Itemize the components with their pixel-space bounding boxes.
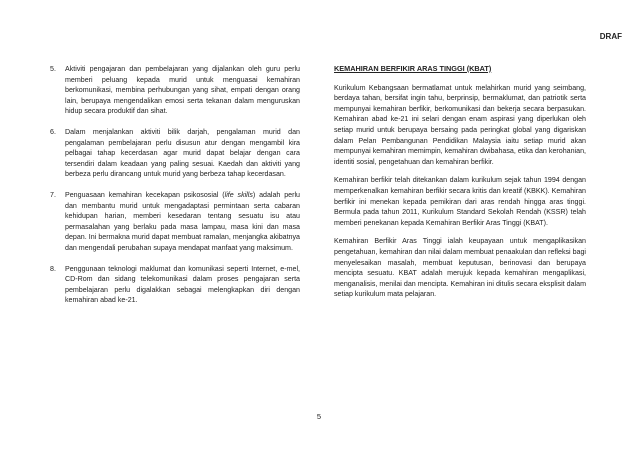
section-heading: KEMAHIRAN BERFIKIR ARAS TINGGI (KBAT): [334, 64, 492, 73]
list-item: [50, 264, 300, 306]
page-number: 5: [316, 412, 322, 421]
item-text: Dalam menjalankan aktiviti bilik darjah, pengalaman murid dan pengalaman pembelajaran perlu disusun atur dengan mengambil kira pelbagai tahap kecerdasan agar murid dapat belajar dengan cara tersendiri dalam keadaan yang paling sesuai. Kaedah dan aktiviti yang berbeza perlu dirancang untuk murid yang berbeza tahap kecerdasan.: [65, 127, 300, 179]
item-text: Penggunaan teknologi maklumat dan komunikasi seperti Internet, e-mel, CD-Rom dan sidang telekomunikasi dalam proses pengajaran serta pembelajaran perlu digalakkan sebagai melengkapkan diri dengan kemahiran abad ke-21.: [65, 264, 300, 305]
item-number: 5.: [50, 65, 56, 73]
paragraph: Kurikulum Kebangsaan bermatlamat untuk melahirkan murid yang seimbang, berdaya tahan, bersifat ingin tahu, berprinsip, bermaklumat, dan patriotik serta mempunyai kemahiran berfikir, berkomunikasi dan bekerja secara berpasukan. Kemahiran abad ke-21 ini selari dengan enam aspirasi yang diperlukan oleh setiap murid untuk berupaya bersaing pada peringkat global yang digariskan dalam Pelan Pembangunan Pendidikan Malaysia iaitu setiap murid akan mempunyai kemahiran memimpin, kemahiran dwibahasa, etika dan kerohanian, identiti sosial, pengetahuan dan kemahiran berfikir.: [334, 83, 586, 166]
right-column: [334, 64, 586, 308]
item-text: Aktiviti pengajaran dan pembelajaran yang dijalankan oleh guru perlu memberi peluang kepada murid untuk menguasai kemahiran berkomunikasi, membina perhubungan yang sihat, empati dengan orang lain, berupaya mengendalikan emosi serta tekanan dalam menguruskan hidup secara produktif dan sihat.: [65, 65, 300, 116]
list-item: [50, 64, 300, 117]
item-text-before: Penguasaan kemahiran kecekapan psikososial (: [65, 190, 225, 199]
item-number: 8.: [50, 264, 56, 273]
draft-label: DRAF: [599, 32, 622, 41]
list-item: [50, 190, 300, 254]
item-text-italic: life skills: [224, 190, 253, 199]
item-text: [65, 190, 300, 254]
item-number: 6.: [50, 127, 56, 136]
paragraph: Kemahiran Berfikir Aras Tinggi ialah keupayaan untuk mengaplikasikan pengetahuan, kemahiran dan nilai dalam membuat penaakulan dan refleksi bagi menyelesaikan masalah, membuat keputusan, berinovasi dan berupaya mencipta sesuatu. KBAT adalah merujuk kepada kemahiran mengaplikasi, menganalisis, menilai dan mencipta. Kemahiran ini ditulis secara eksplisit dalam setiap kurikulum mata pelajaran.: [334, 237, 586, 299]
list-item: [50, 127, 300, 180]
paragraph: Kemahiran berfikir telah ditekankan dalam kurikulum sejak tahun 1994 dengan memperkenalkan kemahiran berfikir secara kritis dan kreatif (KBKK). Kemahiran berfikir ini menekan kepada pemikiran dari aras rendah hingga aras tinggi. Bermula pada tahun 2011, Kurikulum Standard Sekolah Rendah (KSSR) telah memberi penekanan kepada Kemahiran Berfikir Aras Tinggi (KBAT).: [334, 176, 586, 227]
item-number: 7.: [50, 190, 56, 199]
left-column: [50, 64, 300, 316]
item-text-after: ) adalah perlu dan membantu murid untuk mengadaptasi permintaan serta cabaran kehidupan harian, memberi kesedaran tentang sesuatu isu atau permasalahan yang berlaku pada masa lampau, masa kini dan masa depan. Ini bermakna murid dapat membuat ramalan, menjangka akibatnya dan mengendali perubahan supaya mendapat manfaat yang maksimum.: [65, 190, 300, 252]
